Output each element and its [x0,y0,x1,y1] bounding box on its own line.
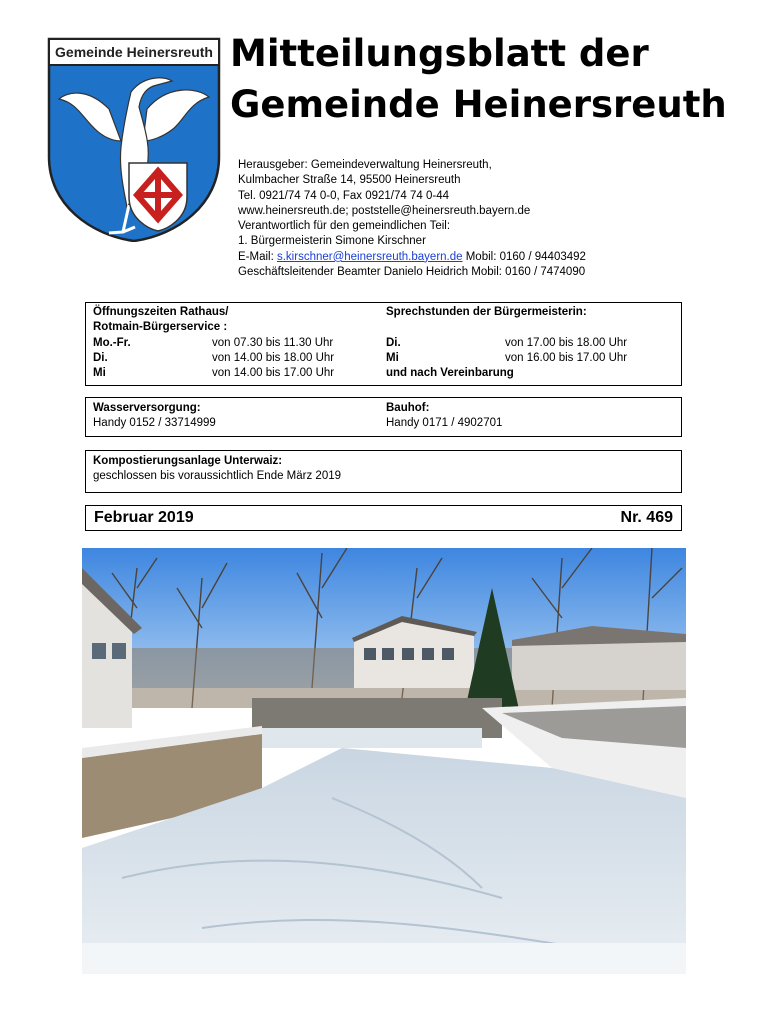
hours-day: Di. [386,336,401,349]
hours-time: von 14.00 bis 18.00 Uhr [212,351,335,364]
water-phone: Handy 0152 / 33714999 [93,417,216,430]
hours-row [386,320,676,335]
publisher-address: Kulmbacher Straße 14, 95500 Heinersreuth [238,174,461,187]
publisher-info [238,158,738,280]
hours-time: von 07.30 bis 11.30 Uhr [212,336,334,349]
issue-month: Februar 2019 [94,509,194,526]
coat-of-arms [47,37,221,242]
services-box [85,397,682,437]
cover-photo [82,548,686,974]
hours-day: Mo.-Fr. [93,336,131,349]
compost-title: Kompostierungsanlage Unterwaiz: [93,455,283,467]
publisher-line: Herausgeber: Gemeindeverwaltung Heinersreuth, [238,159,492,171]
compost-box [85,450,682,493]
crest-label: Gemeinde Heinersreuth [55,44,213,60]
hours-row [93,351,353,366]
title-line-2: Gemeinde Heinersreuth [230,83,727,126]
mayor-hours-right [386,305,676,381]
hours-row [93,366,353,381]
water-title: Wasserversorgung: [93,402,201,414]
email-suffix: Mobil: 0160 / 94403492 [462,250,586,263]
publisher-responsible: Verantwortlich für den gemeindlichen Teil: [238,220,451,233]
bauhof-phone: Handy 0171 / 4902701 [386,417,503,430]
publisher-mayor: 1. Bürgermeisterin Simone Kirschner [238,235,426,248]
hours-row [386,351,676,366]
page-title [230,28,750,130]
hours-row [386,336,676,351]
email-link[interactable]: s.kirschner@heinersreuth.bayern.de [276,250,463,263]
publisher-phone: Tel. 0921/74 74 0-0, Fax 0921/74 74 0-44 [238,189,449,202]
water-supply [93,401,216,432]
issue-bar [85,505,682,531]
issue-number: Nr. 469 [620,509,673,526]
bauhof [386,401,502,432]
hours-day: Mi [93,367,106,380]
publisher-email-line [238,250,738,265]
hours-day: Di. [93,351,108,364]
office-hours-box [85,302,682,386]
office-hours-subtitle: Rotmain-Bürgerservice : [93,321,228,334]
hours-time: von 17.00 bis 18.00 Uhr [505,336,628,349]
hours-day: Mi [386,351,399,364]
compost-info [93,454,341,485]
publisher-web: www.heinersreuth.de; poststelle@heinersreuth.bayern.de [238,204,531,217]
bauhof-title: Bauhof: [386,402,430,414]
hours-time: von 16.00 bis 17.00 Uhr [505,351,628,364]
publisher-manager: Geschäftsleitender Beamter Danielo Heidrich Mobil: 0160 / 7474090 [238,266,586,279]
compost-text: geschlossen bis voraussichtlich Ende März 2019 [93,470,342,483]
email-prefix: E-Mail: [238,250,277,263]
office-hours-left [93,305,353,381]
office-hours-title: Öffnungszeiten Rathaus/ [93,306,229,318]
title-line-1: Mitteilungsblatt der [230,32,649,75]
mayor-hours-title: Sprechstunden der Bürgermeisterin: [386,306,587,318]
appointment-note: und nach Vereinbarung [386,367,514,380]
hours-row [93,336,353,351]
hours-time: von 14.00 bis 17.00 Uhr [212,367,335,380]
